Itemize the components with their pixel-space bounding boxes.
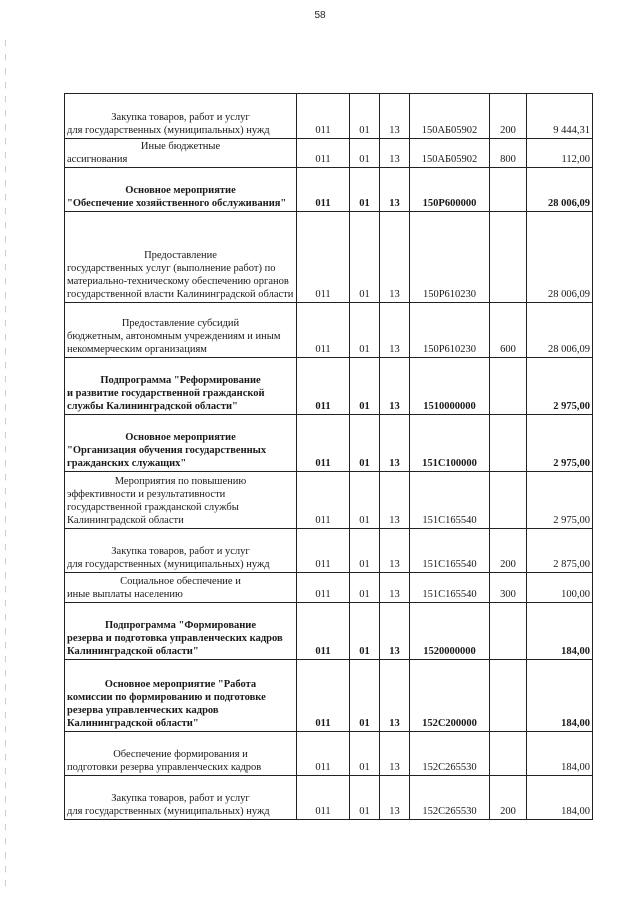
amount-cell: 28 006,09: [527, 303, 593, 358]
item-name-cell: [65, 529, 297, 573]
section-code-cell: 01: [350, 212, 380, 303]
item-name-cell: [65, 303, 297, 358]
target-article-cell: 152С265530: [410, 732, 490, 776]
item-name-rest: и развитие государственной гражданской службы Калининградской области": [67, 388, 265, 412]
section-code-cell: 01: [350, 529, 380, 573]
subsection-code-cell: 13: [380, 94, 410, 139]
subsection-code-cell: 13: [380, 139, 410, 168]
item-name-cell: [65, 358, 297, 415]
item-name-first-line: Социальное обеспечение и: [120, 576, 241, 587]
expense-type-cell: 600: [490, 303, 527, 358]
expense-type-cell: 200: [490, 776, 527, 820]
section-code-cell: 01: [350, 168, 380, 212]
subsection-code-cell: 13: [380, 603, 410, 660]
item-name-cell: [65, 139, 297, 168]
expense-type-cell: [490, 732, 527, 776]
table-row: [65, 776, 593, 820]
target-article-cell: 150Р600000: [410, 168, 490, 212]
item-name-rest: государственных услуг (выполнение работ) по материально-техническому обеспечению органов государственной власти Калининградской области: [67, 263, 294, 300]
table-row: [65, 139, 593, 168]
amount-cell: 2 975,00: [527, 472, 593, 529]
amount-cell: 100,00: [527, 573, 593, 603]
expense-type-cell: 200: [490, 529, 527, 573]
item-name-cell: [65, 94, 297, 139]
ministry-code-cell: 011: [297, 212, 350, 303]
expense-type-cell: 200: [490, 94, 527, 139]
expense-type-cell: [490, 603, 527, 660]
target-article-cell: 151С100000: [410, 415, 490, 472]
subsection-code-cell: 13: [380, 529, 410, 573]
section-code-cell: 01: [350, 415, 380, 472]
item-name-rest: бюджетным, автономным учреждениям и иным некоммерческим организациям: [67, 331, 281, 355]
item-name-rest: эффективности и результативности государственной гражданской службы Калининградской области: [67, 489, 239, 526]
amount-cell: 2 975,00: [527, 415, 593, 472]
target-article-cell: 1520000000: [410, 603, 490, 660]
amount-cell: 112,00: [527, 139, 593, 168]
item-name-rest: "Организация обучения государственных гражданских служащих": [67, 445, 267, 469]
item-name-first-line: Иные бюджетные: [140, 141, 221, 152]
subsection-code-cell: 13: [380, 415, 410, 472]
item-name-first-line: Подпрограмма "Формирование: [104, 620, 257, 631]
item-name-first-line: Предоставление: [144, 250, 217, 261]
item-name-first-line: Основное мероприятие: [125, 432, 236, 443]
target-article-cell: 151С165540: [410, 472, 490, 529]
amount-cell: 2 975,00: [527, 358, 593, 415]
item-name-cell: [65, 776, 297, 820]
item-name-rest: для государственных (муниципальных) нужд: [67, 559, 270, 570]
item-name-rest: "Обеспечение хозяйственного обслуживания": [67, 198, 287, 209]
section-code-cell: 01: [350, 139, 380, 168]
amount-cell: 28 006,09: [527, 168, 593, 212]
item-name-cell: [65, 212, 297, 303]
table-row: [65, 358, 593, 415]
item-name-cell: [65, 415, 297, 472]
budget-table-body: [65, 94, 593, 820]
expense-type-cell: [490, 660, 527, 732]
budget-table: [64, 93, 593, 820]
section-code-cell: 01: [350, 94, 380, 139]
amount-cell: 28 006,09: [527, 212, 593, 303]
subsection-code-cell: 13: [380, 732, 410, 776]
target-article-cell: 151С165540: [410, 573, 490, 603]
item-name-rest: резерва и подготовка управленческих кадров Калининградской области": [67, 633, 283, 657]
item-name-rest: иные выплаты населению: [67, 589, 183, 600]
item-name-cell: [65, 732, 297, 776]
section-code-cell: 01: [350, 776, 380, 820]
item-name-cell: [65, 472, 297, 529]
table-row: [65, 660, 593, 732]
table-row: [65, 603, 593, 660]
section-code-cell: 01: [350, 472, 380, 529]
expense-type-cell: [490, 358, 527, 415]
section-code-cell: 01: [350, 573, 380, 603]
target-article-cell: 150Р610230: [410, 303, 490, 358]
target-article-cell: 1510000000: [410, 358, 490, 415]
subsection-code-cell: 13: [380, 573, 410, 603]
table-row: [65, 472, 593, 529]
target-article-cell: 151С165540: [410, 529, 490, 573]
expense-type-cell: [490, 472, 527, 529]
section-code-cell: 01: [350, 660, 380, 732]
scan-edge-marks: [5, 40, 7, 890]
target-article-cell: 150АБ05902: [410, 139, 490, 168]
table-row: [65, 212, 593, 303]
item-name-first-line: Основное мероприятие "Работа: [104, 679, 257, 690]
item-name-first-line: Подпрограмма "Реформирование: [100, 375, 261, 386]
subsection-code-cell: 13: [380, 776, 410, 820]
subsection-code-cell: 13: [380, 168, 410, 212]
amount-cell: 184,00: [527, 660, 593, 732]
ministry-code-cell: 011: [297, 415, 350, 472]
expense-type-cell: 300: [490, 573, 527, 603]
expense-type-cell: 800: [490, 139, 527, 168]
item-name-rest: ассигнования: [67, 154, 128, 165]
amount-cell: 9 444,31: [527, 94, 593, 139]
ministry-code-cell: 011: [297, 139, 350, 168]
item-name-cell: [65, 660, 297, 732]
item-name-first-line: Закупка товаров, работ и услуг: [111, 546, 250, 557]
ministry-code-cell: 011: [297, 94, 350, 139]
ministry-code-cell: 011: [297, 660, 350, 732]
item-name-rest: для государственных (муниципальных) нужд: [67, 125, 270, 136]
amount-cell: 184,00: [527, 732, 593, 776]
subsection-code-cell: 13: [380, 358, 410, 415]
ministry-code-cell: 011: [297, 303, 350, 358]
ministry-code-cell: 011: [297, 168, 350, 212]
page-number: 58: [314, 10, 326, 21]
target-article-cell: 150АБ05902: [410, 94, 490, 139]
amount-cell: 2 875,00: [527, 529, 593, 573]
ministry-code-cell: 011: [297, 776, 350, 820]
target-article-cell: 150Р610230: [410, 212, 490, 303]
table-row: [65, 168, 593, 212]
table-row: [65, 573, 593, 603]
subsection-code-cell: 13: [380, 472, 410, 529]
subsection-code-cell: 13: [380, 303, 410, 358]
subsection-code-cell: 13: [380, 212, 410, 303]
section-code-cell: 01: [350, 358, 380, 415]
ministry-code-cell: 011: [297, 732, 350, 776]
item-name-rest: подготовки резерва управленческих кадров: [67, 762, 262, 773]
item-name-first-line: Мероприятия по повышению: [114, 476, 247, 487]
section-code-cell: 01: [350, 303, 380, 358]
expense-type-cell: [490, 168, 527, 212]
item-name-cell: [65, 168, 297, 212]
target-article-cell: 152С265530: [410, 776, 490, 820]
expense-type-cell: [490, 415, 527, 472]
section-code-cell: 01: [350, 603, 380, 660]
table-row: [65, 529, 593, 573]
target-article-cell: 152С200000: [410, 660, 490, 732]
item-name-first-line: Обеспечение формирования и: [113, 749, 248, 760]
item-name-first-line: Предоставление субсидий: [121, 318, 240, 329]
ministry-code-cell: 011: [297, 603, 350, 660]
table-row: [65, 303, 593, 358]
item-name-rest: комиссии по формированию и подготовке резерва управленческих кадров Калининградской области": [67, 692, 266, 729]
subsection-code-cell: 13: [380, 660, 410, 732]
table-row: [65, 732, 593, 776]
amount-cell: 184,00: [527, 776, 593, 820]
ministry-code-cell: 011: [297, 472, 350, 529]
expense-type-cell: [490, 212, 527, 303]
ministry-code-cell: 011: [297, 573, 350, 603]
item-name-first-line: Закупка товаров, работ и услуг: [111, 112, 250, 123]
table-row: [65, 415, 593, 472]
item-name-rest: для государственных (муниципальных) нужд: [67, 806, 270, 817]
item-name-first-line: Закупка товаров, работ и услуг: [111, 793, 250, 804]
item-name-cell: [65, 573, 297, 603]
amount-cell: 184,00: [527, 603, 593, 660]
item-name-cell: [65, 603, 297, 660]
ministry-code-cell: 011: [297, 358, 350, 415]
ministry-code-cell: 011: [297, 529, 350, 573]
table-row: [65, 94, 593, 139]
item-name-first-line: Основное мероприятие: [125, 185, 236, 196]
section-code-cell: 01: [350, 732, 380, 776]
